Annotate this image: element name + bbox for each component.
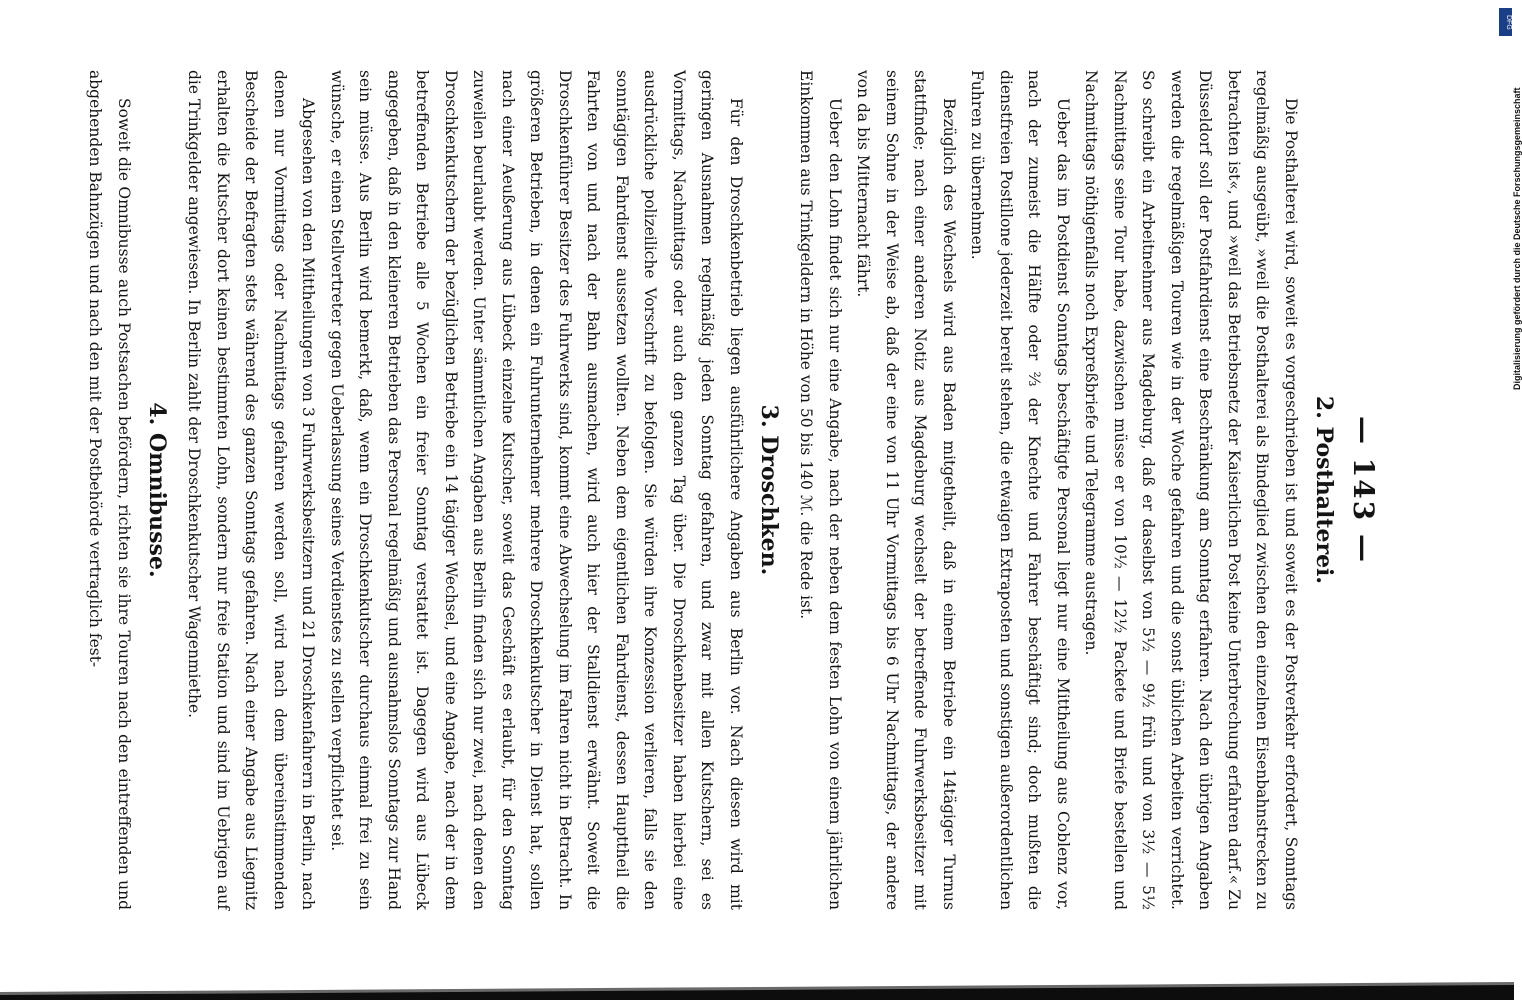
- page-body: [80, 70, 1380, 910]
- digitization-credit: Digitalisierung gefördert durch die Deutsche Forschungsgemeinschaft: [1512, 87, 1522, 390]
- section-title-droschken: 3. Droschken.: [756, 404, 782, 576]
- section-title-omnibusse: 4. Omnibusse.: [144, 402, 170, 578]
- paragraph: Ueber das im Postdienst Sonntags beschäftigte Personal liegt nur eine Mittheilung aus Coblenz vor, nach der zumeist die Hälfte oder ⅔ der Knechte und Fahrer beschäftigt sind; doch mußten die dienstfreien Postillone jederzeit bereit stehen, die etwaigen Extraposten und sonstigen außerordentlichen Fuhren zu übernehmen.: [968, 70, 1072, 910]
- paragraph: Für den Droschkenbetrieb liegen ausführlichere Angaben aus Berlin vor. Nach diesen wird mit geringen Ausnahmen regelmäßig jeden Sonntag gefahren, und zwar mit allen Kutschern, sei es Vormittags, Nachmittags oder auch den ganzen Tag über. Die Droschkenbesitzer haben hierbei eine ausdrückliche polizeiliche Vorschrift zu befolgen. Sie würden ihre Konzession verlieren, falls sie den sonntägigen Fahrdienst aussetzen wollten. Neben dem eigentlichen Fahrdienst, dessen Haupttheil die Fahrten von und nach der Bahn ausmachen, wird auch hier der Stalldienst erwähnt. Soweit die Droschkenführer Besitzer des Fuhrwerks sind, kommt eine Abwechselung im Fahren nicht in Betracht. In größeren Betrieben, in denen ein Fuhrunternehmer mehrere Droschkenkutscher in Dienst hat, sollen nach einer Aeußerung aus Lübeck einzelne Kutscher, soweit das Geschäft es erlaubt, für den Sonntag zuweilen beurlaubt werden. Unter sämmtlichen Angaben aus Berlin finden sich nur zwei, nach denen den Droschkenkutschern der bezüglichen Betriebe ein 14 tägiger Wechsel, und eine Angabe, nach der in dem betreffenden Betriebe alle 5 Wochen ein freier Sonntag verstattet ist. Dagegen wird aus Lübeck angegeben, daß in den kleineren Betrieben das Personal regelmäßig und ausnahmslos Sonntags zur Hand sein müsse. Aus Berlin wird bemerkt, daß, wenn ein Droschkenkutscher durchaus einmal frei zu sein wünsche, er einen Stellvertreter gegen Ueberlassung seines Verdienstes zu stellen verpflichtet sei.: [328, 70, 745, 910]
- paragraph: Ueber den Lohn findet sich nur eine Angabe, nach der neben dem festen Lohn von einem jährlichen Einkommen aus Trinkgeldern in Höhe von 50 bis 140 ℳ. die Rede ist.: [797, 70, 844, 910]
- paragraph: Abgesehen von den Mittheilungen von 3 Fuhrwerksbesitzern und 21 Droschkenfahrern in Berlin, nach denen nur Vormittags oder Nachmittags gefahren werden soll, wird nach dem übereinstimmenden Bescheide der Befragten stets während des ganzen Sonntags gefahren. Nach einer Angabe aus Liegnitz erhalten die Kutscher dort keinen bestimmten Lohn, sondern nur freie Station und sind im Uebrigen auf die Trinkgelder angewiesen. In Berlin zahlt der Droschkenkutscher Wagenmiethe.: [185, 70, 318, 910]
- section-title-posthalterei: 2. Posthalterei.: [1311, 395, 1337, 585]
- paragraph: Bezüglich des Wechsels wird aus Baden mitgetheilt, daß in einem Betriebe ein 14tägiger Turnus stattfinde; nach einer anderen Notiz aus Magdeburg wechselt der betreffende Fuhrwerksbesitzer mit seinem Sohne in der Weise ab, daß der eine von 11 Uhr Vormittags bis 6 Uhr Nachmittags, der andere von da bis Mitternacht fährt.: [854, 70, 958, 910]
- dfg-logo: DFG: [1499, 8, 1512, 36]
- paragraph: Die Posthalterei wird, soweit es vorgeschrieben ist und soweit es der Postverkehr erfordert, Sonntags regelmäßig ausgeübt, »weil die Posthalterei als Bindeglied zwischen den einzelnen Eisenbahnstrecken zu betrachten ist«, und »weil das Betriebsnetz der Kaiserlichen Post keine Unterbrechung erfahren darf.« Zu Düsseldorf soll der Postfahrdienst eine Beschränkung am Sonntag erfahren. Nach den übrigen Angaben werden die regelmäßigen Touren wie in der Woche gefahren und die sonst üblichen Arbeiten verrichtet. So schreibt ein Arbeitnehmer aus Magdeburg, daß er daselbst von 5½ — 9½ früh und von 3½ — 5½ Nachmittags seine Tour habe, dazwischen müsse er von 10½ — 12½ Packete und Briefe bestellen und Nachmittags nöthigenfalls noch Expreßbriefe und Telegramme austragen.: [1082, 70, 1300, 910]
- page-number: — 143 —: [1347, 416, 1380, 564]
- paragraph: Soweit die Omnibusse auch Postsachen befördern, richten sie ihre Touren nach den eintreffenden und abgehenden Bahnzügen und nach den mit der Postbehörde vertraglich fest-: [86, 70, 133, 910]
- scan-edge-shadow: [0, 982, 1514, 1000]
